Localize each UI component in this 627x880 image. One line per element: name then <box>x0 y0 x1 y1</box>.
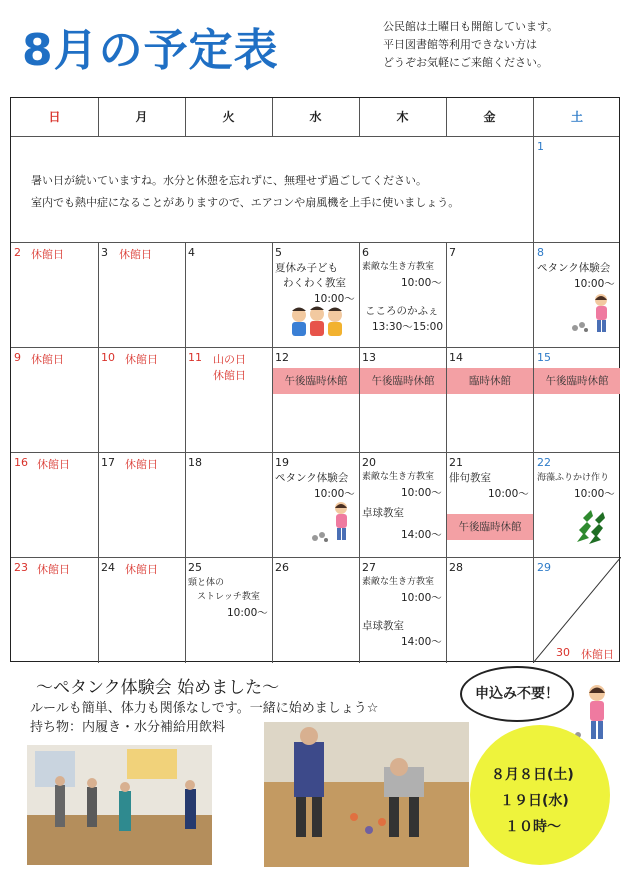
message-line-1: 暑い日が続いていますね。水分と休憩を忘れずに、無理せず過ごしてください。 <box>31 174 427 187</box>
petanque-photo-1 <box>27 745 212 865</box>
closed-label: 休館日 <box>37 563 70 576</box>
photo-1-illustration <box>27 745 212 865</box>
day-number: 5 <box>275 246 282 259</box>
petanque-description: ルールも簡単、体力も関係なしです。一緒に始めましょう☆ <box>30 701 379 716</box>
closure-bar: 午後臨時休館 <box>534 368 620 394</box>
day-number: 20 <box>362 456 376 469</box>
weekday-sat: 土 <box>570 110 583 124</box>
grid-line <box>11 557 619 558</box>
event-title: 夏休み子ども <box>275 262 338 274</box>
weekday-thu: 木 <box>396 110 409 124</box>
event-title: 素敵な生き方教室 <box>362 262 435 272</box>
day-number: 3 <box>101 246 108 259</box>
notice-line-1: 公民館は土曜日も開館しています。 <box>383 20 559 33</box>
day-number: 24 <box>101 561 115 574</box>
holiday-label: 山の日 <box>213 353 246 366</box>
petanque-date-2: １９日(水) <box>500 793 569 809</box>
day-number: 8 <box>537 246 544 259</box>
event-time: 10:00〜 <box>401 277 442 289</box>
event-title: 俳句教室 <box>449 472 491 484</box>
petanque-player-icon <box>309 500 355 546</box>
event-title: わくわく教室 <box>283 277 346 289</box>
event-time: 10:00〜 <box>401 592 442 604</box>
event-title: こころのかふぇ <box>365 305 439 317</box>
day-number: 28 <box>449 561 463 574</box>
notice-text <box>383 18 558 72</box>
closed-label: 休館日 <box>119 248 152 261</box>
day-number: 12 <box>275 351 289 364</box>
day-number: 19 <box>275 456 289 469</box>
kids-illustration-icon <box>289 305 347 341</box>
day-number: 10 <box>101 351 115 364</box>
day-number: 6 <box>362 246 369 259</box>
day-number: 18 <box>188 456 202 469</box>
seaweed-icon <box>573 508 609 546</box>
closed-label: 休館日 <box>213 369 246 382</box>
event-title: 卓球教室 <box>362 620 404 632</box>
petanque-photo-2 <box>264 722 469 867</box>
petanque-heading: 〜ペタンク体験会 始めました〜 <box>36 678 280 698</box>
day-number: 27 <box>362 561 376 574</box>
weekday-tue: 火 <box>222 110 235 124</box>
weekday-fri: 金 <box>483 110 496 124</box>
no-registration-bubble: 申込み不要！ <box>460 666 574 722</box>
grid-line <box>11 452 619 453</box>
closure-bar: 午後臨時休館 <box>273 368 359 394</box>
closed-label: 休館日 <box>31 353 64 366</box>
event-time: 13:30〜15:00 <box>372 321 444 333</box>
grid-line <box>11 347 619 348</box>
day-number: 22 <box>537 456 551 469</box>
event-title: 海藻ふりかけ作り <box>537 473 610 483</box>
petanque-items: 持ち物：内履き・水分補給用飲料 <box>30 720 226 735</box>
event-title: ペタンク体験会 <box>275 472 349 484</box>
day-number: 16 <box>14 456 28 469</box>
day-number: 4 <box>188 246 195 259</box>
day-number: 13 <box>362 351 376 364</box>
weekday-wed: 水 <box>309 110 322 124</box>
day-number: 26 <box>275 561 289 574</box>
day-number: 11 <box>188 351 202 364</box>
event-title: ストレッチ教室 <box>197 592 260 602</box>
weekday-sun: 日 <box>48 110 61 124</box>
closed-label: 休館日 <box>31 248 64 261</box>
event-title: 頸と体の <box>188 578 225 588</box>
day-number: 21 <box>449 456 463 469</box>
weekday-mon: 月 <box>135 110 148 124</box>
day-number: 23 <box>14 561 28 574</box>
day-number: 17 <box>101 456 115 469</box>
grid-line <box>11 136 619 137</box>
notice-line-3: どうぞお気軽にご来館ください。 <box>383 56 548 69</box>
message-line-2: 室内でも熱中症になることがありますので、エアコンや扇風機を上手に使いましょう。 <box>31 196 460 209</box>
event-time: 14:00〜 <box>401 636 442 648</box>
closed-label: 休館日 <box>125 563 158 576</box>
photo-2-illustration <box>264 722 469 867</box>
day-number: 25 <box>188 561 202 574</box>
calendar-message <box>31 170 459 214</box>
day-number: 2 <box>14 246 21 259</box>
grid-line <box>11 242 619 243</box>
closed-label: 休館日 <box>125 458 158 471</box>
event-time: 10:00〜 <box>488 488 529 500</box>
event-time: 10:00〜 <box>314 293 355 305</box>
event-time: 14:00〜 <box>401 529 442 541</box>
day-number: 30 <box>556 646 570 659</box>
closed-label: 休館日 <box>125 353 158 366</box>
event-time: 10:00〜 <box>314 488 355 500</box>
petanque-player-icon <box>569 292 615 338</box>
day-number: 15 <box>537 351 551 364</box>
page-title: 8月の予定表 <box>22 25 279 76</box>
calendar-grid <box>10 97 620 662</box>
notice-line-2: 平日図書館等利用できない方は <box>383 38 537 51</box>
closure-bar: 午後臨時休館 <box>447 514 533 540</box>
day-number: 29 <box>537 561 551 574</box>
event-title: ペタンク体験会 <box>537 262 611 274</box>
closure-bar: 午後臨時休館 <box>360 368 446 394</box>
event-time: 10:00〜 <box>574 488 615 500</box>
event-time: 10:00〜 <box>227 607 268 619</box>
petanque-date-1: ８月８日(土) <box>491 767 574 783</box>
day-number: 7 <box>449 246 456 259</box>
event-time: 10:00〜 <box>574 278 615 290</box>
closed-label: 休館日 <box>581 648 614 661</box>
event-title: 素敵な生き方教室 <box>362 472 435 482</box>
day-number: 1 <box>537 140 544 153</box>
event-time: 10:00〜 <box>401 487 442 499</box>
event-title: 卓球教室 <box>362 507 404 519</box>
day-number: 9 <box>14 351 21 364</box>
petanque-time: １０時〜 <box>505 819 561 835</box>
day-number: 14 <box>449 351 463 364</box>
closure-bar: 臨時休館 <box>447 368 533 394</box>
event-title: 素敵な生き方教室 <box>362 577 435 587</box>
closed-label: 休館日 <box>37 458 70 471</box>
